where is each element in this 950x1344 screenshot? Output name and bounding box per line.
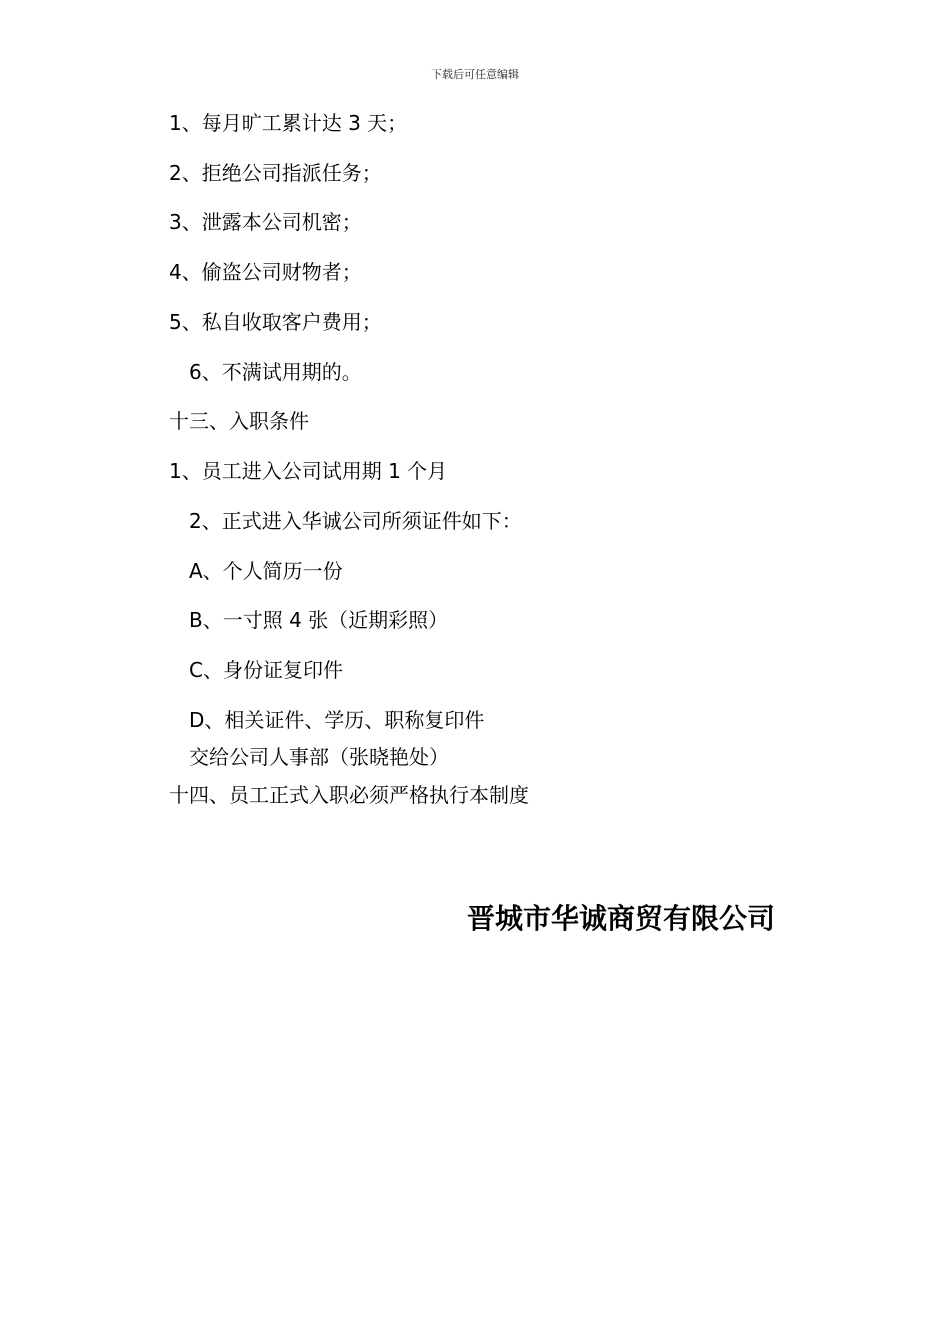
list-item: 4、偷盗公司财物者； (169, 260, 362, 284)
document-item: A、个人简历一份 (189, 559, 343, 583)
section-heading: 十三、入职条件 (169, 409, 309, 433)
list-item: 1、每月旷工累计达 3 天； (169, 111, 408, 135)
document-item: C、身份证复印件 (189, 658, 343, 682)
list-item: 1、员工进入公司试用期 1 个月 (169, 459, 448, 483)
list-item: 6、不满试用期的。 (189, 360, 362, 384)
company-signature: 晋城市华诚商贸有限公司 (467, 902, 776, 935)
section-heading: 十四、员工正式入职必须严格执行本制度 (169, 783, 529, 807)
list-item: 3、泄露本公司机密； (169, 210, 362, 234)
list-item: 2、拒绝公司指派任务； (169, 161, 382, 185)
list-item: 2、正式进入华诚公司所须证件如下： (189, 509, 522, 533)
header-note: 下载后可任意编辑 (431, 68, 519, 81)
submit-note: 交给公司人事部（张晓艳处） (189, 745, 449, 769)
document-item: D、相关证件、学历、职称复印件 (189, 708, 485, 732)
document-item: B、一寸照 4 张（近期彩照） (189, 608, 449, 632)
list-item: 5、私自收取客户费用； (169, 310, 382, 334)
